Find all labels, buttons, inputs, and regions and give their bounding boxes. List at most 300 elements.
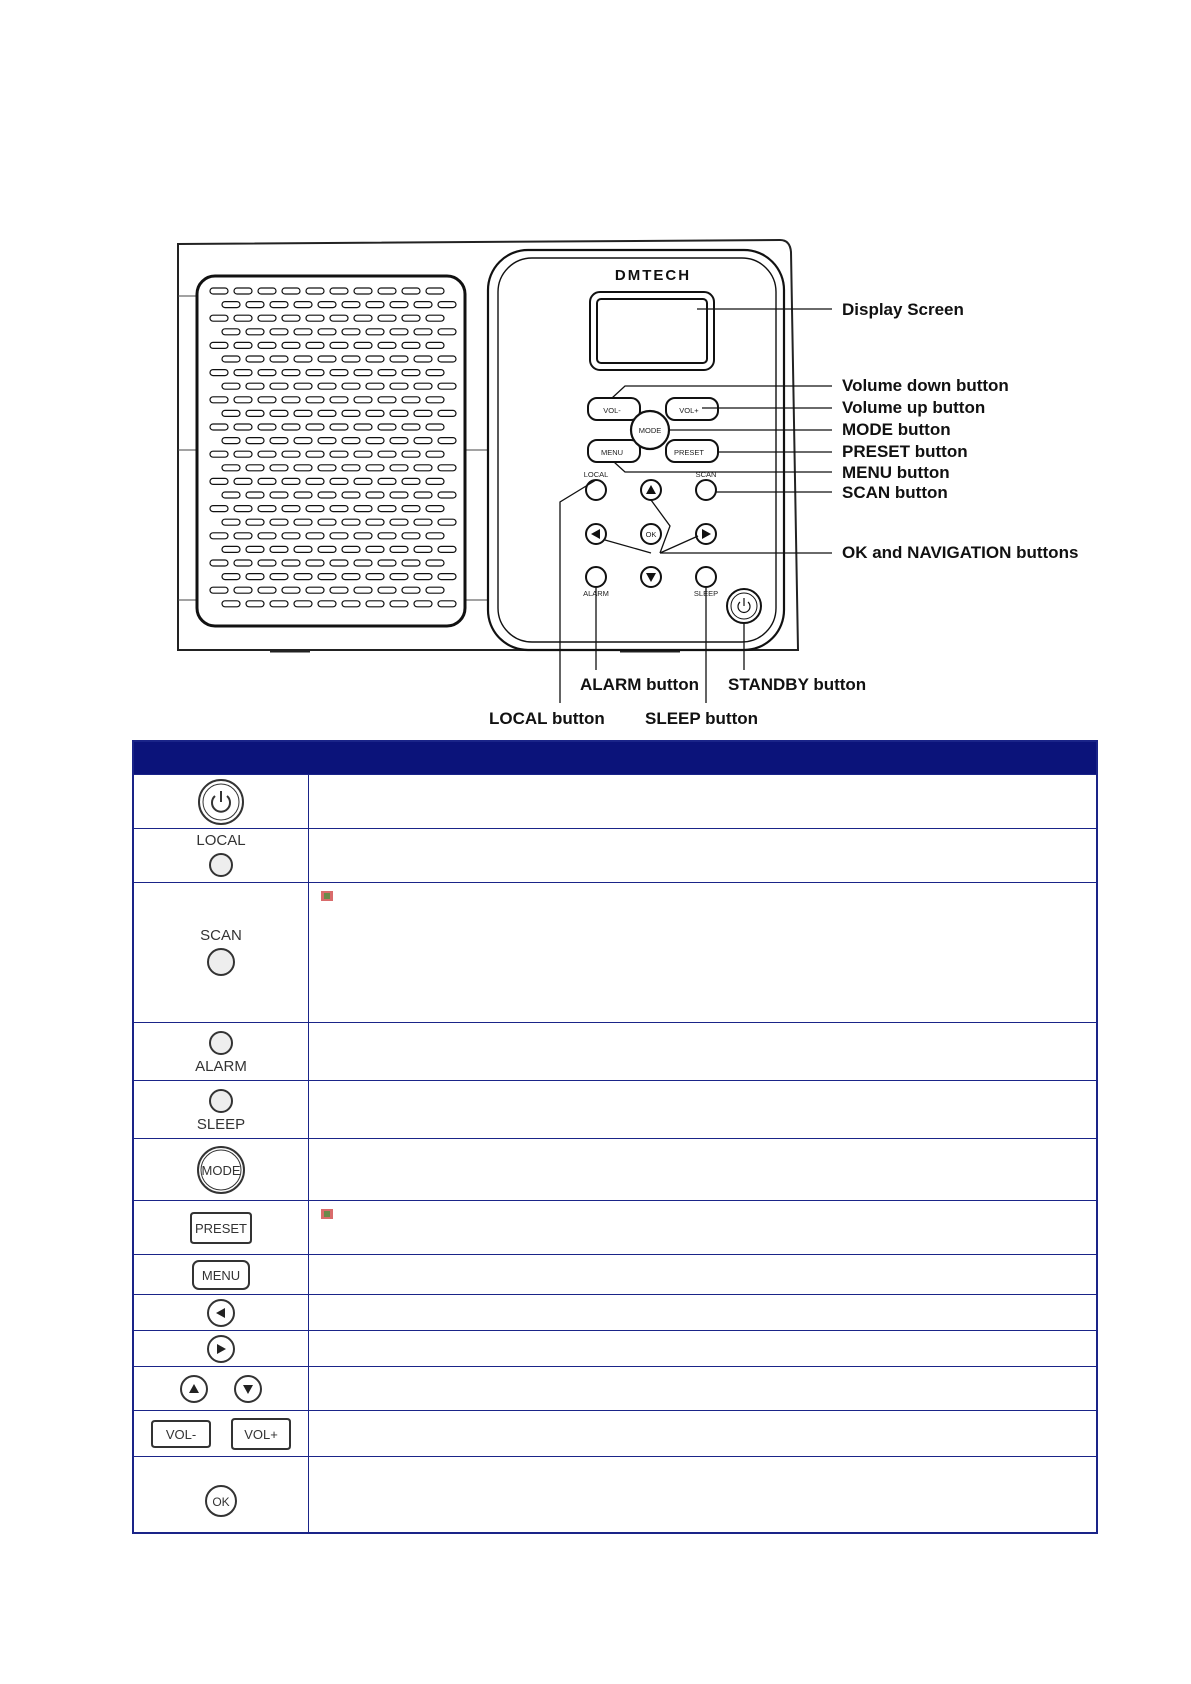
grille-slot [426, 451, 444, 457]
grille-slot [414, 410, 432, 416]
grille-slot [366, 356, 384, 362]
grille-slot [366, 465, 384, 471]
grille-slot [426, 342, 444, 348]
legend-header [133, 741, 1097, 775]
grille-slot [222, 302, 240, 308]
svg-text:VOL+: VOL+ [244, 1426, 278, 1442]
grille-slot [378, 424, 396, 430]
grille-slot [426, 288, 444, 294]
round-button-icon [207, 851, 235, 879]
grille-slot [426, 424, 444, 430]
grille-slot [426, 533, 444, 539]
grille-slot [258, 370, 276, 376]
callout-volume-down: Volume down button [842, 376, 1009, 395]
grille-slot [438, 492, 456, 498]
grille-slot [306, 424, 324, 430]
grille-slot [390, 601, 408, 607]
grille-slot [390, 546, 408, 552]
table-row [133, 1139, 1097, 1201]
grille-slot [222, 329, 240, 335]
grille-slot [402, 288, 420, 294]
grille-slot [402, 397, 420, 403]
ok-label: OK [645, 530, 657, 539]
grille-slot [318, 410, 336, 416]
grille-slot [330, 506, 348, 512]
grille-slot [366, 329, 384, 335]
grille-slot [294, 438, 312, 444]
grille-slot [330, 560, 348, 566]
grille-slot [318, 519, 336, 525]
grille-slot [342, 329, 360, 335]
grille-slot [234, 370, 252, 376]
grille-slot [282, 342, 300, 348]
grille-slot [378, 451, 396, 457]
grille-slot [354, 370, 372, 376]
grille-slot [330, 451, 348, 457]
grille-slot [366, 546, 384, 552]
grille-slot [270, 329, 288, 335]
grille-slot [306, 478, 324, 484]
svg-text:OK: OK [212, 1495, 230, 1510]
sleep-label: SLEEP [693, 589, 719, 598]
grille-slot [258, 478, 276, 484]
grille-slot [414, 465, 432, 471]
grille-slot [318, 302, 336, 308]
grille-slot [222, 546, 240, 552]
flag-icon [319, 1207, 335, 1222]
grille-slot [282, 533, 300, 539]
grille-slot [234, 560, 252, 566]
flag-icon [319, 889, 335, 904]
grille-slot [438, 601, 456, 607]
grille-slot [234, 424, 252, 430]
grille-slot [378, 342, 396, 348]
grille-slot [210, 451, 228, 457]
grille-slot [378, 315, 396, 321]
grille-slot [294, 356, 312, 362]
callout-mode: MODE button [842, 420, 951, 439]
grille-slot [282, 587, 300, 593]
callout-volume-up: Volume up button [842, 398, 986, 417]
grille-slot [378, 533, 396, 539]
grille-slot [438, 438, 456, 444]
grille-slot [306, 315, 324, 321]
grille-slot [354, 533, 372, 539]
mode-label: MODE [638, 426, 662, 435]
grille-slot [414, 383, 432, 389]
grille-slot [438, 329, 456, 335]
grille-slot [258, 424, 276, 430]
grille-slot [378, 587, 396, 593]
grille-slot [366, 519, 384, 525]
grille-slot [306, 370, 324, 376]
scan-label: SCAN [695, 470, 717, 479]
grille-slot [270, 546, 288, 552]
sleep-button[interactable] [696, 567, 716, 587]
grille-slot [306, 451, 324, 457]
round-button-icon [205, 946, 237, 978]
grille-slot [330, 397, 348, 403]
grille-slot [222, 465, 240, 471]
grille-slot [354, 315, 372, 321]
grille-slot [306, 506, 324, 512]
grille-slot [390, 465, 408, 471]
grille-slot [378, 370, 396, 376]
grille-slot [294, 465, 312, 471]
grille-slot [378, 397, 396, 403]
grille-slot [354, 478, 372, 484]
grille-slot [318, 492, 336, 498]
grille-slot [414, 356, 432, 362]
grille-slot [282, 506, 300, 512]
grille-slot [294, 546, 312, 552]
grille-slot [246, 492, 264, 498]
grille-slot [210, 370, 228, 376]
callout-local: LOCAL button [489, 709, 605, 728]
table-row [133, 1457, 1097, 1533]
grille-slot [222, 519, 240, 525]
grille-slot [294, 302, 312, 308]
alarm-label: ALARM [195, 1057, 247, 1075]
grille-slot [270, 356, 288, 362]
grille-slot [390, 356, 408, 362]
grille-slot [222, 356, 240, 362]
grille-slot [270, 383, 288, 389]
svg-text:MENU: MENU [201, 1267, 241, 1283]
vol-down-label: VOL- [603, 406, 621, 415]
grille-slot [282, 478, 300, 484]
table-row [133, 1367, 1097, 1411]
grille-slot [390, 329, 408, 335]
grille-slot [342, 465, 360, 471]
power-icon [196, 777, 246, 827]
grille-slot [306, 397, 324, 403]
ok-button-icon [203, 1483, 239, 1519]
table-row [133, 1331, 1097, 1367]
grille-slot [402, 424, 420, 430]
button-legend-table [132, 740, 1098, 1534]
grille-slot [330, 533, 348, 539]
up-arrow-icon [178, 1373, 210, 1405]
grille-slot [294, 410, 312, 416]
grille-slot [318, 601, 336, 607]
grille-slot [258, 315, 276, 321]
callout-scan: SCAN button [842, 483, 948, 502]
grille-slot [330, 587, 348, 593]
grille-slot [318, 329, 336, 335]
grille-slot [306, 533, 324, 539]
vol-up-label: VOL+ [679, 406, 699, 415]
callout-ok-nav: OK and NAVIGATION buttons [842, 543, 1079, 562]
grille-slot [246, 410, 264, 416]
display-screen[interactable] [590, 292, 714, 370]
grille-slot [354, 397, 372, 403]
preset-button-icon [188, 1209, 254, 1247]
right-arrow-icon [205, 1333, 237, 1365]
leader-lines [560, 309, 832, 703]
svg-text:VOL-: VOL- [165, 1426, 197, 1442]
grille-slot [438, 574, 456, 580]
grille-slot [270, 302, 288, 308]
grille-slot [402, 451, 420, 457]
grille-slot [342, 546, 360, 552]
grille-slot [294, 574, 312, 580]
grille-slot [222, 383, 240, 389]
grille-slot [342, 438, 360, 444]
grille-slot [378, 288, 396, 294]
table-row [133, 883, 1097, 1023]
grille-slot [246, 465, 264, 471]
table-row [133, 1023, 1097, 1081]
preset-label: PRESET [673, 448, 705, 457]
grille-slot [354, 424, 372, 430]
grille-slot [414, 574, 432, 580]
grille-slot [318, 574, 336, 580]
radio-front-diagram [0, 0, 1191, 730]
grille-slot [210, 478, 228, 484]
grille-slot [258, 451, 276, 457]
grille-slot [438, 356, 456, 362]
grille-slot [414, 546, 432, 552]
grille-slot [246, 329, 264, 335]
grille-slot [282, 424, 300, 430]
grille-slot [246, 438, 264, 444]
vol-up-icon [229, 1415, 293, 1453]
grille-slot [258, 397, 276, 403]
grille-slot [258, 288, 276, 294]
grille-slot [414, 492, 432, 498]
grille-slot [270, 465, 288, 471]
grille-slot [330, 315, 348, 321]
mode-button-icon [195, 1144, 247, 1196]
table-row [133, 1411, 1097, 1457]
grille-slot [306, 560, 324, 566]
grille-slot [234, 342, 252, 348]
down-arrow-icon [232, 1373, 264, 1405]
svg-text:PRESET: PRESET [194, 1220, 248, 1236]
grille-slot [222, 438, 240, 444]
grille-slot [354, 560, 372, 566]
grille-slot [342, 383, 360, 389]
grille-slot [222, 410, 240, 416]
grille-slot [222, 492, 240, 498]
grille-slot [210, 506, 228, 512]
round-button-icon [207, 1087, 235, 1115]
grille-slot [414, 438, 432, 444]
grille-slot [270, 410, 288, 416]
grille-slot [366, 601, 384, 607]
grille-slot [366, 492, 384, 498]
callout-menu: MENU button [842, 463, 950, 482]
grille-slot [426, 397, 444, 403]
table-row [133, 1255, 1097, 1295]
callout-sleep: SLEEP button [645, 709, 759, 728]
grille-slots [210, 288, 456, 607]
local-button[interactable] [586, 480, 606, 500]
grille-slot [366, 383, 384, 389]
grille-slot [330, 478, 348, 484]
grille-slot [234, 397, 252, 403]
grille-slot [246, 519, 264, 525]
grille-slot [402, 315, 420, 321]
menu-label: MENU [600, 448, 624, 457]
grille-slot [246, 356, 264, 362]
callout-alarm: ALARM button [580, 675, 699, 694]
grille-slot [390, 519, 408, 525]
grille-slot [366, 574, 384, 580]
grille-slot [366, 438, 384, 444]
grille-slot [318, 438, 336, 444]
grille-slot [402, 478, 420, 484]
table-row [133, 1201, 1097, 1255]
grille-slot [282, 315, 300, 321]
grille-slot [342, 574, 360, 580]
grille-slot [294, 601, 312, 607]
grille-slot [414, 519, 432, 525]
grille-slot [330, 424, 348, 430]
grille-slot [414, 329, 432, 335]
grille-slot [318, 465, 336, 471]
grille-slot [282, 288, 300, 294]
grille-slot [270, 492, 288, 498]
grille-slot [246, 383, 264, 389]
grille-slot [246, 601, 264, 607]
grille-slot [234, 451, 252, 457]
grille-slot [210, 587, 228, 593]
grille-slot [402, 560, 420, 566]
grille-slot [246, 302, 264, 308]
table-row [133, 829, 1097, 883]
grille-slot [294, 492, 312, 498]
grille-slot [234, 478, 252, 484]
table-row [133, 1295, 1097, 1331]
grille-slot [282, 451, 300, 457]
grille-slot [330, 342, 348, 348]
grille-slot [210, 288, 228, 294]
brand-logo: DMTECH [614, 267, 692, 284]
local-label: LOCAL [583, 470, 609, 479]
sleep-label: SLEEP [196, 1115, 246, 1133]
grille-slot [270, 519, 288, 525]
grille-slot [366, 410, 384, 416]
grille-slot [210, 424, 228, 430]
grille-slot [414, 302, 432, 308]
grille-slot [210, 560, 228, 566]
grille-slot [294, 519, 312, 525]
grille-slot [402, 587, 420, 593]
grille-slot [354, 342, 372, 348]
grille-slot [234, 587, 252, 593]
grille-slot [426, 506, 444, 512]
grille-slot [222, 601, 240, 607]
grille-slot [222, 574, 240, 580]
grille-slot [438, 302, 456, 308]
alarm-label: ALARM [583, 589, 609, 598]
grille-slot [234, 506, 252, 512]
grille-slot [390, 438, 408, 444]
grille-slot [258, 533, 276, 539]
grille-slot [210, 342, 228, 348]
grille-slot [246, 574, 264, 580]
grille-slot [282, 370, 300, 376]
callout-standby: STANDBY button [728, 675, 867, 694]
grille-slot [270, 601, 288, 607]
grille-slot [294, 383, 312, 389]
grille-slot [234, 533, 252, 539]
grille-slot [354, 587, 372, 593]
grille-slot [402, 342, 420, 348]
grille-slot [306, 587, 324, 593]
grille-slot [234, 288, 252, 294]
grille-slot [354, 451, 372, 457]
grille-slot [258, 506, 276, 512]
grille-slot [438, 410, 456, 416]
grille-slot [426, 370, 444, 376]
grille-slot [438, 546, 456, 552]
grille-slot [306, 342, 324, 348]
grille-slot [426, 478, 444, 484]
grille-slot [378, 506, 396, 512]
grille-slot [402, 506, 420, 512]
grille-slot [438, 519, 456, 525]
grille-slot [258, 587, 276, 593]
grille-slot [378, 478, 396, 484]
grille-slot [342, 519, 360, 525]
callout-preset: PRESET button [842, 442, 968, 461]
grille-slot [318, 383, 336, 389]
scan-button[interactable] [696, 480, 716, 500]
scan-label: SCAN [200, 926, 242, 944]
grille-slot [354, 288, 372, 294]
local-label: LOCAL [196, 831, 246, 849]
alarm-button[interactable] [586, 567, 606, 587]
grille-slot [390, 383, 408, 389]
svg-text:MODE: MODE [201, 1162, 241, 1178]
table-row [133, 1081, 1097, 1139]
grille-slot [390, 302, 408, 308]
grille-slot [366, 302, 384, 308]
grille-slot [390, 410, 408, 416]
grille-slot [330, 370, 348, 376]
grille-slot [390, 492, 408, 498]
grille-slot [210, 315, 228, 321]
menu-button-icon [190, 1258, 252, 1292]
grille-slot [426, 587, 444, 593]
grille-slot [402, 370, 420, 376]
grille-slot [402, 533, 420, 539]
grille-slot [318, 546, 336, 552]
grille-slot [246, 546, 264, 552]
grille-slot [342, 492, 360, 498]
table-row [133, 775, 1097, 829]
grille-slot [426, 560, 444, 566]
grille-slot [294, 329, 312, 335]
grille-slot [378, 560, 396, 566]
grille-slot [342, 356, 360, 362]
grille-slot [354, 506, 372, 512]
grille-slot [342, 302, 360, 308]
grille-slot [270, 574, 288, 580]
grille-slot [210, 533, 228, 539]
grille-slot [342, 601, 360, 607]
grille-slot [438, 465, 456, 471]
grille-slot [306, 288, 324, 294]
grille-slot [342, 410, 360, 416]
grille-slot [270, 438, 288, 444]
grille-slot [330, 288, 348, 294]
grille-slot [426, 315, 444, 321]
grille-slot [282, 560, 300, 566]
